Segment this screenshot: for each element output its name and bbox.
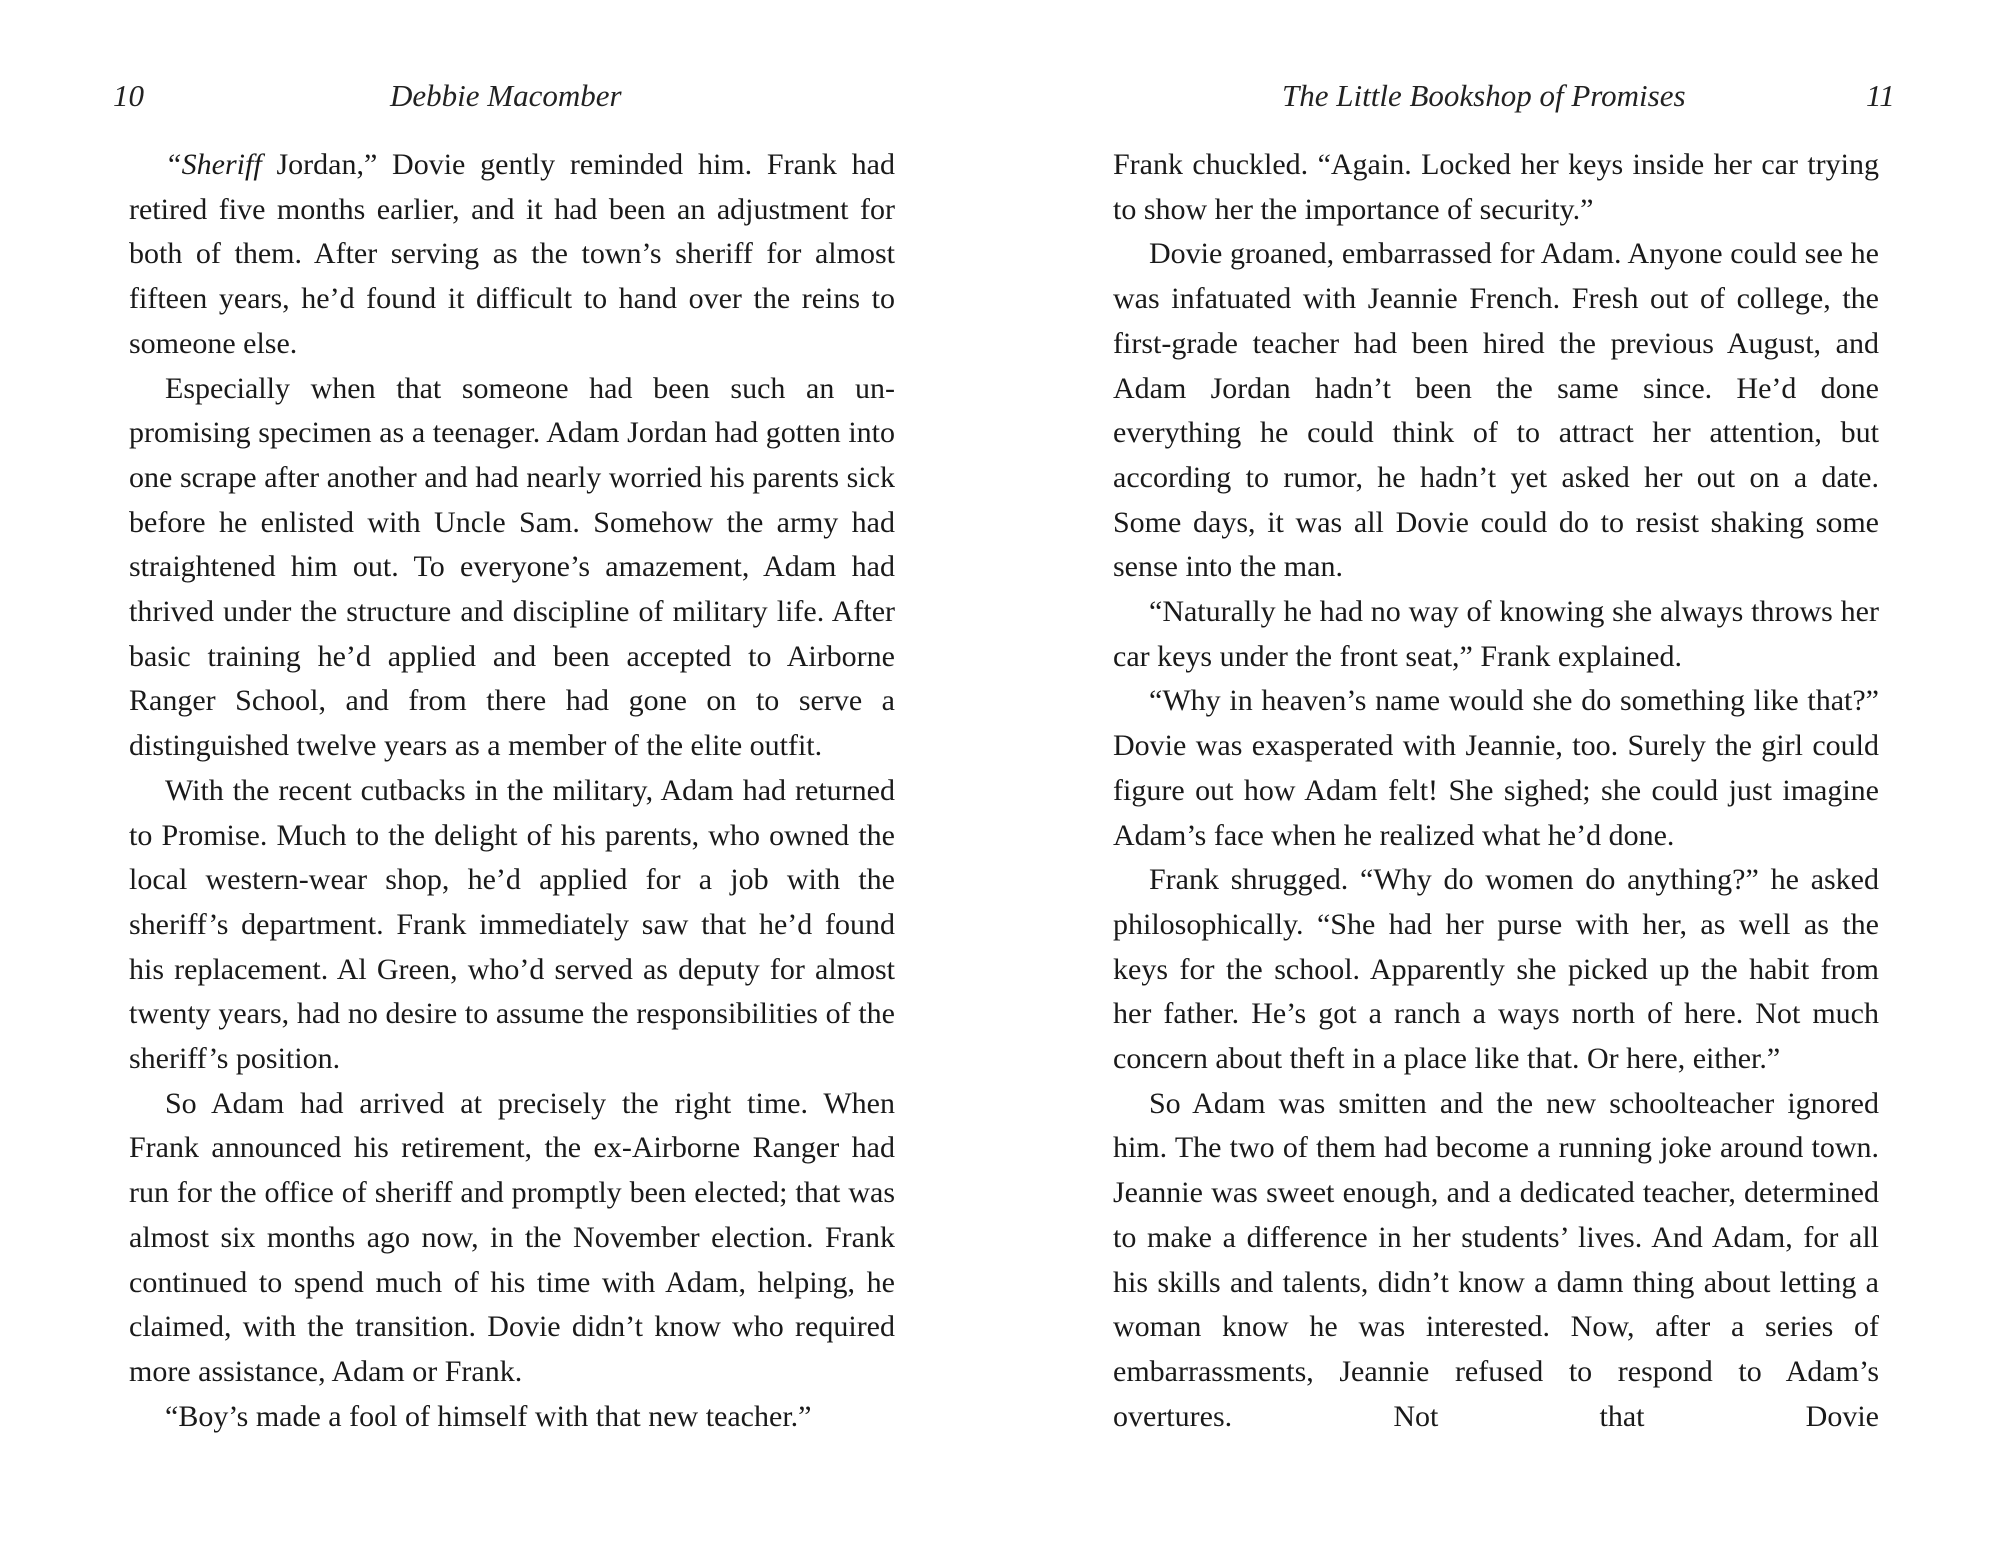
page-number: 10 bbox=[113, 78, 144, 113]
right-page bbox=[1000, 0, 2000, 1562]
italic-lead: “Sheriff bbox=[165, 148, 262, 181]
paragraph: “Why in heaven’s name would she do something like that?” Dovie was exasperated with Jeannie, too. Surely the girl could figure out how Adam felt! She sighed; she could just imagine Adam’s face when he realized what he’d done. bbox=[1113, 684, 1879, 852]
paragraph: Dovie groaned, embarrassed for Adam. Anyone could see he was infatuated with Jeannie French. Fresh out of college, the first-grade teacher had been hired the previous August, and Adam Jordan hadn’t been the same since. He’d done everything he could think of to attract her attention, but according to rumor, he hadn’t yet asked her out on a date. Some days, it was all Dovie could do to resist shaking some sense into the man. bbox=[1113, 237, 1879, 584]
paragraph: “Naturally he had no way of knowing she always throws her car keys under the front seat,” Frank explained. bbox=[1113, 595, 1879, 673]
paragraph: So Adam had arrived at precisely the right time. When Frank announced his retirement, the ex-Airborne Ranger had run for the office of sheriff and promptly been elected; that was almost six months ago now, in the November election. Frank continued to spend much of his time with Adam, helping, he claimed, with the transition. Dovie didn’t know who required more assistance, Adam or Frank. bbox=[129, 1086, 895, 1388]
paragraph: Frank shrugged. “Why do women do anything?” he asked philosophically. “She had her purse with her, as well as the keys for the school. Apparently she picked up the habit from her father. He’s got a ranch a ways north of here. Not much concern about theft in a place like that. Or here, either.” bbox=[1113, 863, 1879, 1076]
paragraph: Especially when that someone had been such an unpromising specimen as a teenager. Adam Jordan had gotten into one scrape after another and had nearly worried his parents sick before he enlisted with Uncle Sam. Somehow the army had straightened him out. To everyone’s amazement, Adam had thrived under the structure and discipline of military life. After basic training he’d applied and been accepted to Airborne Ranger School, and from there had gone on to serve a distinguished twelve years as a member of the elite outfit. bbox=[129, 371, 895, 763]
paragraph: With the recent cutbacks in the military, Adam had returned to Promise. Much to the delight of his parents, who owned the local western-wear shop, he’d applied for a job with the sheriff’s department. Frank immediately saw that he’d found his replacement. Al Green, who’d served as deputy for almost twenty years, had no desire to assume the responsibilities of the sheriff’s position. bbox=[129, 773, 895, 1076]
running-head-author: Debbie Macomber bbox=[390, 78, 622, 113]
body-text bbox=[129, 143, 895, 1439]
body-text bbox=[1113, 143, 1879, 1439]
paragraph: “Sheriff Jordan,” Dovie gently reminded him. Frank had retired five months earlier, and it had been an adjustment for both of them. After serving as the town’s sheriff for almost fifteen years, he’d found it difficult to hand over the reins to someone else. bbox=[129, 148, 895, 360]
running-head-title: The Little Bookshop of Promises bbox=[1282, 78, 1686, 113]
paragraph: So Adam was smitten and the new schoolteacher ignored him. The two of them had become a running joke around town. Jeannie was sweet enough, and a dedicated teacher, determined to make a difference in her students’ lives. And Adam, for all his skills and talents, didn’t know a damn thing about letting a woman know he was interested. Now, after a series of embarrassments, Jeannie refused to respond to Adam’s overtures. Not that Dovie bbox=[1113, 1086, 1879, 1433]
paragraph: “Boy’s made a fool of himself with that new teacher.” bbox=[165, 1399, 812, 1433]
page-number: 11 bbox=[1866, 78, 1895, 113]
paragraph: Frank chuckled. “Again. Locked her keys inside her car trying to show her the importance of security.” bbox=[1113, 148, 1879, 226]
